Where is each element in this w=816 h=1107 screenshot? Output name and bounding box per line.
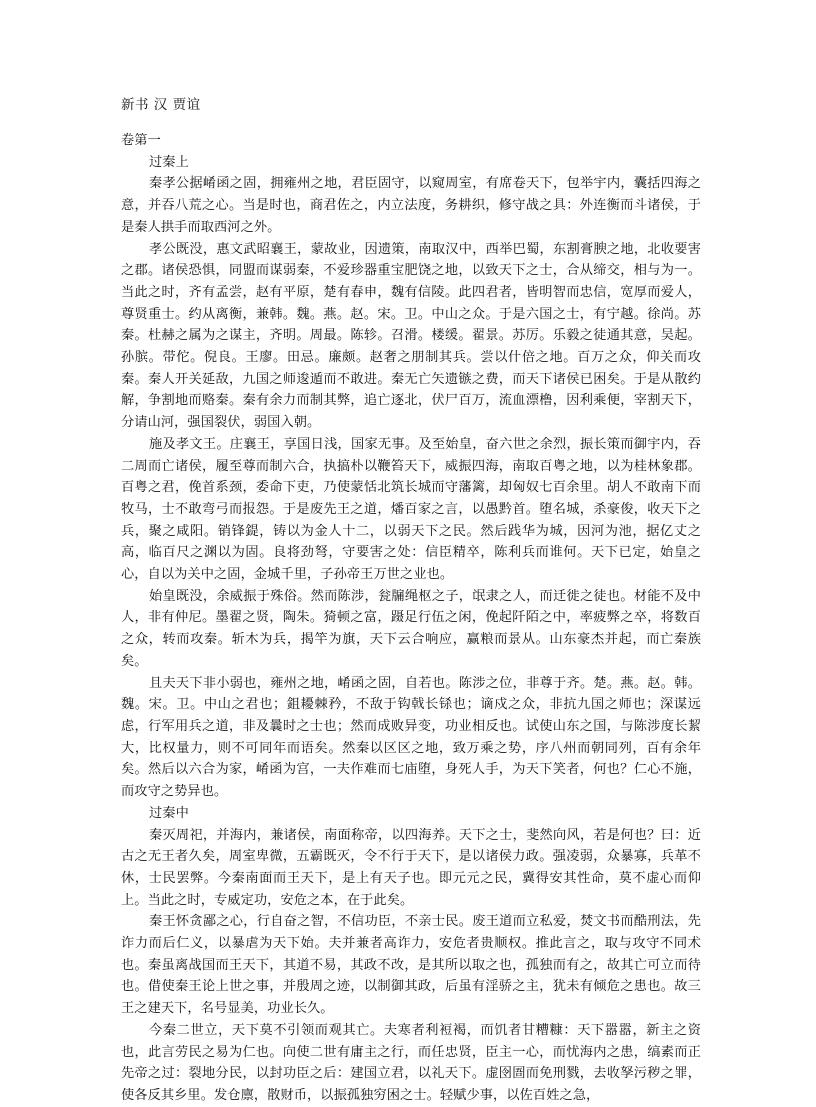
paragraph: 今秦二世立，天下莫不引领而观其亡。夫寒者利裋褐，而饥者甘糟糠：天下嚣嚣，新主之资也，此言劳民之易为仁也。向使二世有庸主之行，而任忠贤，臣主一心，而忧海内之患，缟素而正先帝之过：裂地分民，以封功臣之后：建国立君，以礼天下。虚囹圄而免刑戮，去收孥污秽之罪，使各反其乡里。发仓廪，散财币，以振孤独穷困之士。轻赋少事，以佐百姓之急，	[121, 1022, 701, 1103]
paragraph: 施及孝文王。庄襄王，享国日浅，国家无事。及至始皇，奋六世之余烈，振长策而御宇内，吞二周而亡诸侯，履至尊而制六合，执搞朴以鞭笞天下，威振四海，南取百粤之地，以为桂林象郡。百粤之君，俛首系颈，委命下吏，乃使蒙恬北筑长城而守藩篱，却匈奴七百余里。胡人不敢南下而牧马，士不敢弯弓而报怨。于是废先王之道，燔百家之言，以愚黔首。堕名城，杀豪俊，收天下之兵，聚之咸阳。销锋鍉，铸以为金人十二，以弱天下之民。然后践华为城，因河为池，据亿丈之高，临百尺之渊以为固。良将劲弩，守要害之处：信臣精卒，陈利兵而谁何。天下已定，始皇之心，自以为关中之固，金城千里，子孙帝王万世之业也。	[121, 436, 701, 583]
volume-heading: 卷第一	[121, 133, 161, 148]
section-heading: 过秦上	[149, 154, 189, 170]
paragraph: 秦灭周祀，并海内，兼诸侯，南面称帝，以四海养。天下之士，斐然向风，若是何也？曰：近古之无王者久矣，周室卑微，五霸既灭，令不行于天下，是以诸侯力政。强凌弱，众暴寡，兵革不休，士民罢弊。今秦南面而王天下，是上有天子也。即元元之民，冀得安其性命，莫不虚心而仰上。当此之时，专威定功，安危之本，在于此矣。	[121, 827, 701, 908]
document-body	[121, 130, 701, 1107]
paragraph: 且夫天下非小弱也，雍州之地，崤函之固，自若也。陈涉之位，非尊于齐。楚。燕。赵。韩。魏。宋。卫。中山之君也；鉏耰棘矜，不敌于钩戟长铩也；谪戍之众，非抗九国之师也；深谋远虑，行军用兵之道，非及曩时之士也；然而成败异变，功业相反也。试使山东之国，与陈涉度长絜大，比权量力，则不可同年而语矣。然秦以区区之地，致万乘之势，序八州而朝同列，百有余年矣。然后以六合为家，崤函为宫，一夫作难而七庙堕，身死人手，为天下笑者，何也？仁心不施，而攻守之势异也。	[121, 675, 701, 800]
paragraph: 始皇既没，余威振于殊俗。然而陈涉，瓮牖绳枢之子，氓隶之人，而迁徙之徒也。材能不及中人，非有仲尼。墨翟之贤，陶朱。猗顿之富，蹑足行伍之闲，俛起阡陌之中，率疲弊之卒，将数百之众，转而攻秦。斩木为兵，揭竿为旗，天下云合响应，赢粮而景从。山东豪杰并起，而亡秦族矣。	[121, 588, 701, 669]
paragraph: 秦孝公据崤函之固，拥雍州之地，君臣固守，以窥周室，有席卷天下，包举宇内，囊括四海之意，并吞八荒之心。当是时也，商君佐之，内立法度，务耕织，修守战之具：外连衡而斗诸侯，于是秦人拱手而取西河之外。	[121, 176, 701, 235]
paragraph: 孝公既没，惠文武昭襄王，蒙故业，因遗策，南取汉中，西举巴蜀，东割膏腴之地，北收要害之郡。诸侯恐惧，同盟而谋弱秦，不爱珍器重宝肥饶之地，以致天下之士，合从缔交，相与为一。当此之时，齐有孟尝，赵有平原，楚有春申，魏有信陵。此四君者，皆明智而忠信，宽厚而爱人，尊贤重士。约从离衡，兼韩。魏。燕。赵。宋。卫。中山之众。于是六国之士，有宁越。徐尚。苏秦。杜赫之属为之谋主，齐明。周最。陈轸。召滑。楼缓。翟景。苏厉。乐毅之徒通其意，吴起。孙膑。带佗。倪良。王廖。田忌。廉颇。赵奢之朋制其兵。尝以什倍之地。百万之众，仰关而攻秦。秦人开关延敌，九国之师逡遁而不敢进。秦无亡矢遗镞之费，而天下诸侯已困矣。于是从散约解，争割地而赂秦。秦有余力而制其弊，追亡逐北，伏尸百万，流血漂橹，因利乘便，宰割天下，分请山河，强国裂伏，弱国入朝。	[121, 241, 701, 431]
paragraph: 秦王怀贪鄙之心，行自奋之智，不信功臣，不亲士民。废王道而立私爱，焚文书而酷刑法，先诈力而后仁义，以暴虐为天下始。夫并兼者高诈力，安危者贵顺权。推此言之，取与攻守不同术也。秦虽离战国而王天下，其道不易，其政不改，是其所以取之也，孤独而有之，故其亡可立而待也。借使秦王论上世之事，并殷周之迹，以制御其政，后虽有淫骄之主，犹未有倾危之患也。故三王之建天下，名号显美，功业长久。	[121, 914, 701, 1017]
document-title: 新书 汉 贾谊	[121, 97, 201, 113]
section-heading: 过秦中	[149, 805, 189, 821]
